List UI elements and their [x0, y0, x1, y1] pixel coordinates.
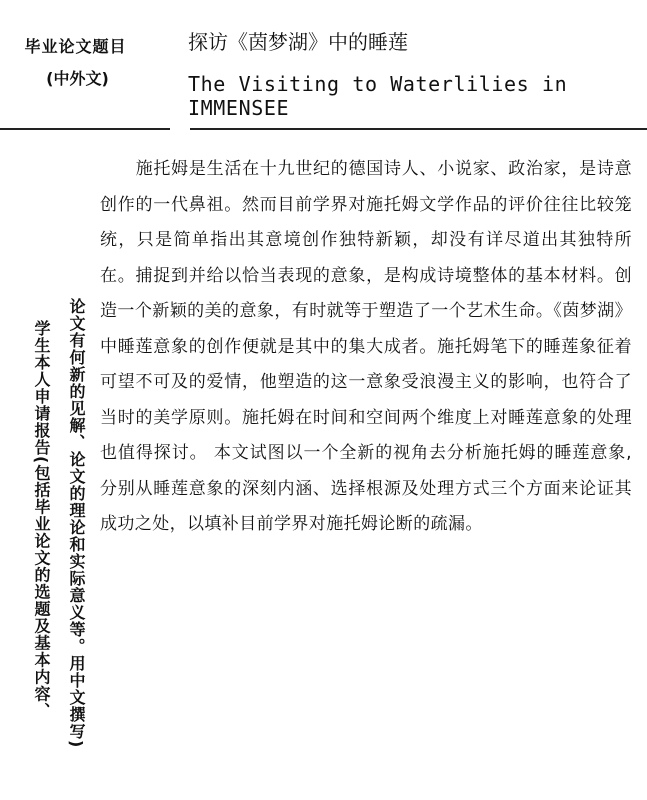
thesis-title-english: The Visiting to Waterlilies in IMMENSEE [188, 72, 568, 120]
divider-rule-left [0, 128, 170, 130]
form-label-title: 毕业论文题目 [24, 37, 127, 56]
form-label-subtitle: (中外文) [46, 69, 109, 88]
abstract-body [100, 152, 632, 543]
divider-rule-right [190, 128, 647, 130]
abstract-paragraph: 施托姆是生活在十九世纪的德国诗人、小说家、政治家，是诗意创作的一代鼻祖。然而目前学界对施托姆文学作品的评价往往比较笼统，只是简单指出其意境创作独特新颖，却没有详尽道出其独特所在。捕捉到并给以恰当表现的意象，是构成诗境整体的基本材料。创造一个新颖的美的意象，有时就等于塑造了一个艺术生命。《茵梦湖》中睡莲意象的创作便就是其中的集大成者。施托姆笔下的睡莲象征着可望不可及的爱情，他塑造的这一意象受浪漫主义的影响，也符合了当时的美学原则。施托姆在时间和空间两个维度上对睡莲意象的处理也值得探讨。 本文试图以一个全新的视角去分析施托姆的睡莲意象,分别从睡莲意象的深刻内涵、选择根源及处理方式三个方面来论证其成功之处，以填补目前学界对施托姆论断的疏漏。 [100, 159, 632, 534]
thesis-title-chinese: 探访《茵梦湖》中的睡莲 [188, 30, 408, 54]
side-note-line-1: 论文有何新的见解、论文的理论和实际意义等。用中文撰写) [67, 298, 86, 749]
side-note-line-2: 学生本人申请报告(包括毕业论文的选题及基本内容、 [32, 320, 51, 720]
